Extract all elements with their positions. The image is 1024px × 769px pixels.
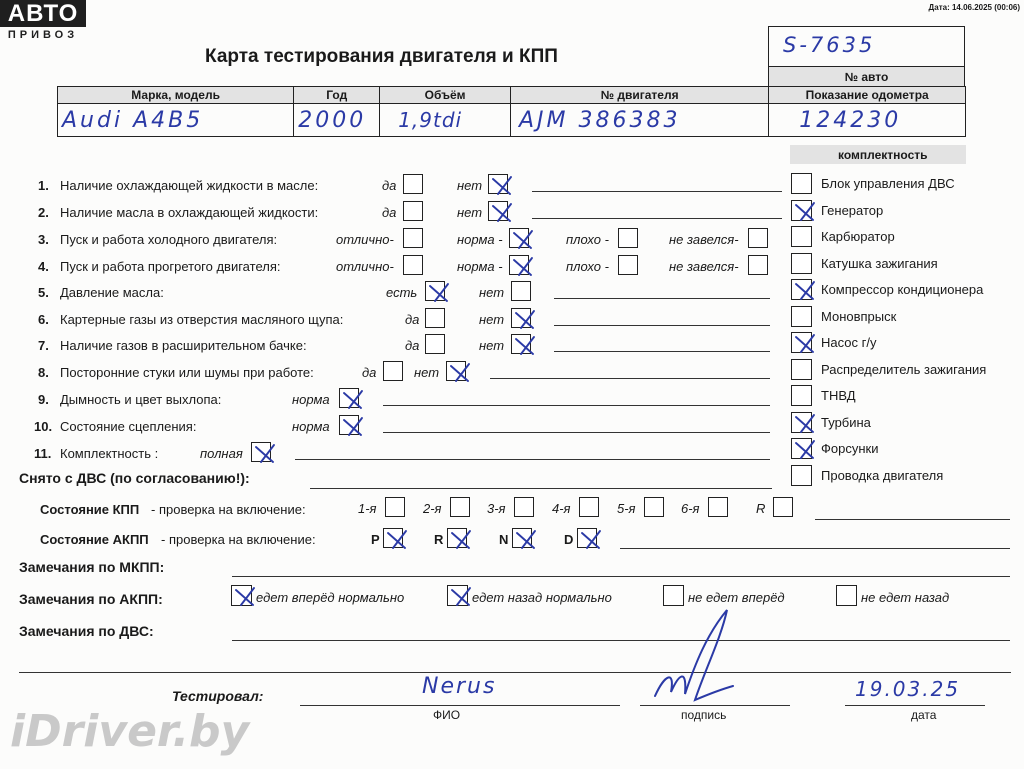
checkmark-icon	[385, 529, 411, 551]
option-label: да	[362, 365, 377, 380]
question-number: 9.	[38, 392, 49, 407]
checkmark-icon	[449, 529, 475, 551]
option-label: да	[382, 178, 397, 193]
completeness-title: комплектность	[838, 148, 928, 162]
signature-scribble	[635, 604, 745, 714]
header-cell: Показание одометра	[769, 87, 966, 104]
checkmark-icon	[490, 175, 516, 197]
gear-label: D	[564, 532, 574, 547]
checkmark-icon	[793, 413, 819, 435]
kpp-label-rest: - проверка на включение:	[151, 502, 306, 517]
value-cell: Audi A4B5	[58, 104, 294, 137]
akpp-remark-label: едет вперёд нормально	[256, 590, 405, 605]
gear-label: R	[434, 532, 444, 547]
completeness-checkbox[interactable]	[791, 412, 812, 433]
gear-label: 4-я	[552, 501, 571, 516]
option-label: нет	[457, 205, 483, 220]
checkmark-icon	[793, 439, 819, 461]
option-checkbox[interactable]	[403, 174, 423, 194]
question-number: 7.	[38, 338, 49, 353]
completeness-item-label: Распределитель зажигания	[821, 361, 987, 377]
question-number: 2.	[38, 205, 49, 220]
test-date-value: 19.03.25	[855, 677, 961, 701]
completeness-item-label: Проводка двигателя	[821, 467, 944, 483]
completeness-checkbox[interactable]	[791, 385, 812, 406]
akpp-gear-checkbox[interactable]	[577, 528, 597, 548]
akpp-remark-checkbox[interactable]	[231, 585, 252, 606]
header-cell: Год	[294, 87, 380, 104]
question-text: Дымность и цвет выхлопа:	[60, 392, 222, 407]
option-checkbox[interactable]	[425, 334, 445, 354]
gear-label: N	[499, 532, 509, 547]
option-label: не завелся-	[669, 232, 739, 247]
gear-label: R	[756, 501, 766, 516]
fill-line	[620, 548, 1010, 549]
question-number: 3.	[38, 232, 49, 247]
checkmark-icon	[427, 282, 453, 304]
header-cell: № двигателя	[510, 87, 768, 104]
question-text: Пуск и работа прогретого двигателя:	[60, 259, 281, 274]
checkmark-icon	[448, 362, 474, 384]
completeness-checkbox[interactable]	[791, 438, 812, 459]
fill-line	[19, 672, 1011, 673]
question-text: Посторонние стуки или шумы при работе:	[60, 365, 314, 380]
completeness-checkbox[interactable]	[791, 253, 812, 274]
gear-label: 6-я	[681, 501, 700, 516]
completeness-checkbox[interactable]	[791, 359, 812, 380]
completeness-item-label: Карбюратор	[821, 229, 895, 244]
option-checkbox[interactable]	[403, 228, 423, 248]
completeness-item-label: Моновпрыск	[821, 308, 897, 324]
option-label: да	[405, 338, 420, 353]
header-cell: Объём	[380, 87, 511, 104]
checkmark-icon	[513, 335, 539, 357]
option-label: норма -	[457, 259, 503, 274]
question-text: Наличие масла в охлаждающей жидкости:	[60, 205, 319, 220]
option-label: норма -	[457, 232, 503, 247]
checkmark-icon	[490, 202, 516, 224]
option-checkbox[interactable]	[511, 308, 531, 328]
vehicle-info-header-row	[58, 87, 966, 104]
option-checkbox[interactable]	[748, 228, 768, 248]
option-checkbox[interactable]	[511, 334, 531, 354]
option-label: норма	[292, 392, 330, 407]
vehicle-info-value-row	[58, 104, 966, 137]
value-cell: 2000	[294, 104, 380, 137]
fill-line	[232, 640, 1010, 641]
question-number: 1.	[38, 178, 49, 193]
auto-number-label: № авто	[844, 70, 889, 84]
kpp-gear-checkbox[interactable]	[579, 497, 599, 517]
akpp-remark-label: не едет назад	[861, 590, 950, 605]
question-text: Наличие газов в расширительном бачке:	[60, 338, 307, 353]
gear-label: 2-я	[423, 501, 442, 516]
option-label: нет	[479, 285, 505, 300]
completeness-checkbox[interactable]	[791, 306, 812, 327]
page-title: Карта тестирования двигателя и КПП	[205, 46, 558, 67]
completeness-item-label: Генератор	[821, 202, 884, 218]
tested-by-label: Тестировал:	[172, 688, 264, 704]
checkmark-icon	[793, 333, 819, 355]
option-checkbox[interactable]	[403, 255, 423, 275]
option-label: отлично-	[336, 232, 394, 247]
akpp-label-bold: Состояние АКПП	[40, 532, 149, 547]
checkmark-icon	[341, 416, 367, 438]
akpp-remarks-label: Замечания по АКПП:	[19, 591, 163, 607]
akpp-remark-checkbox[interactable]	[663, 585, 684, 606]
fill-line	[845, 705, 985, 706]
vehicle-info-table	[57, 86, 966, 137]
checkmark-icon	[341, 389, 367, 411]
option-label: не завелся-	[669, 259, 739, 274]
fill-line	[815, 519, 1010, 520]
option-checkbox[interactable]	[618, 228, 638, 248]
gear-label: 3-я	[487, 501, 506, 516]
kpp-gear-checkbox[interactable]	[708, 497, 728, 517]
question-text: Пуск и работа холодного двигателя:	[60, 232, 278, 247]
option-checkbox[interactable]	[339, 415, 359, 435]
auto-number-value: S-7635	[783, 33, 876, 57]
option-checkbox[interactable]	[383, 361, 403, 381]
kpp-gear-checkbox[interactable]	[644, 497, 664, 517]
akpp-label-rest: - проверка на включение:	[161, 532, 316, 547]
option-label: нет	[414, 365, 440, 380]
fill-line	[295, 459, 770, 460]
completeness-checkbox[interactable]	[791, 226, 812, 247]
option-checkbox[interactable]	[446, 361, 466, 381]
option-checkbox[interactable]	[618, 255, 638, 275]
gear-label: 1-я	[358, 501, 377, 516]
signature-caption: подпись	[681, 708, 727, 722]
option-checkbox[interactable]	[488, 174, 508, 194]
fill-line	[532, 218, 782, 219]
akpp-gear-checkbox[interactable]	[383, 528, 403, 548]
completeness-checkbox[interactable]	[791, 465, 812, 486]
value-cell: 1,9tdi	[380, 104, 511, 137]
auto-number-label-row	[769, 66, 964, 87]
option-label: нет	[457, 178, 483, 193]
completeness-checkbox[interactable]	[791, 332, 812, 353]
question-number: 5.	[38, 285, 49, 300]
option-label: да	[405, 312, 420, 327]
kpp-gear-checkbox[interactable]	[450, 497, 470, 517]
completeness-checkbox[interactable]	[791, 200, 812, 221]
completeness-checkbox[interactable]	[791, 173, 812, 194]
question-text: Состояние сцепления:	[60, 419, 197, 434]
akpp-remark-checkbox[interactable]	[447, 585, 468, 606]
completeness-checkbox[interactable]	[791, 279, 812, 300]
removed-parts-label: Снято с ДВС (по согласованию!):	[19, 470, 250, 486]
checkmark-icon	[514, 529, 540, 551]
avtoprivoz-logo	[0, 0, 86, 42]
question-text: Комплектность :	[60, 446, 159, 461]
gear-label: P	[371, 532, 380, 547]
fill-line	[383, 405, 770, 406]
tester-name: Nerus	[422, 674, 497, 699]
option-checkbox[interactable]	[509, 255, 529, 275]
question-number: 10.	[34, 419, 53, 434]
completeness-item-label: Насос г/у	[821, 335, 877, 350]
fill-line	[532, 191, 782, 192]
question-number: 11.	[34, 446, 52, 461]
checkmark-icon	[513, 309, 539, 331]
checkmark-icon	[579, 529, 605, 551]
completeness-item-label: Форсунки	[821, 441, 879, 456]
akpp-gear-checkbox[interactable]	[512, 528, 532, 548]
question-number: 4.	[38, 259, 49, 274]
gear-label: 5-я	[617, 501, 636, 516]
checkmark-icon	[511, 256, 537, 278]
mkpp-remarks-label: Замечания по МКПП:	[19, 559, 165, 575]
option-label: норма	[292, 419, 330, 434]
question-text: Давление масла:	[60, 285, 164, 300]
checkmark-icon	[793, 201, 819, 223]
logo-subtext: ПРИВОЗ	[7, 29, 79, 41]
watermark: iDriver.by	[10, 706, 250, 757]
option-checkbox[interactable]	[488, 201, 508, 221]
akpp-gear-checkbox[interactable]	[447, 528, 467, 548]
fill-line	[554, 325, 770, 326]
option-checkbox[interactable]	[511, 281, 531, 301]
akpp-remark-label: едет назад нормально	[472, 590, 612, 605]
akpp-remark-checkbox[interactable]	[836, 585, 857, 606]
akpp-remark-label: не едет вперёд	[688, 590, 785, 605]
value-cell: AJM 386383	[510, 104, 768, 137]
question-number: 8.	[38, 365, 49, 380]
value-cell: 124230	[769, 104, 966, 137]
dvs-remarks-label: Замечания по ДВС:	[19, 623, 154, 639]
option-label: нет	[479, 312, 505, 327]
kpp-label-bold: Состояние КПП	[40, 502, 140, 517]
completeness-item-label: Компрессор кондиционера	[821, 282, 984, 297]
fill-line	[310, 488, 772, 489]
fill-line	[383, 432, 770, 433]
kpp-gear-checkbox[interactable]	[514, 497, 534, 517]
fill-line	[300, 705, 620, 706]
option-label: плохо -	[566, 259, 609, 274]
option-checkbox[interactable]	[509, 228, 529, 248]
question-text: Картерные газы из отверстия масляного щупа:	[60, 312, 344, 327]
checkmark-icon	[253, 443, 279, 465]
option-checkbox[interactable]	[425, 308, 445, 328]
kpp-gear-checkbox[interactable]	[773, 497, 793, 517]
question-number: 6.	[38, 312, 49, 327]
auto-number-box	[768, 26, 965, 87]
checkmark-icon	[793, 280, 819, 302]
option-checkbox[interactable]	[748, 255, 768, 275]
option-checkbox[interactable]	[425, 281, 445, 301]
fill-line	[232, 576, 1010, 577]
kpp-gear-checkbox[interactable]	[385, 497, 405, 517]
option-label: отлично-	[336, 259, 394, 274]
fio-caption: ФИО	[433, 708, 461, 722]
fill-line	[554, 298, 770, 299]
option-label: нет	[479, 338, 505, 353]
date-stamp: Дата: 14.06.2025 (00:06)	[928, 3, 1020, 12]
header-cell: Марка, модель	[58, 87, 294, 104]
completeness-item-label: Катушка зажигания	[821, 255, 938, 271]
option-label: есть	[386, 285, 418, 300]
completeness-item-label: Турбина	[821, 414, 871, 430]
fill-line	[554, 351, 770, 352]
option-label: плохо -	[566, 232, 609, 247]
date-caption: дата	[911, 708, 937, 722]
completeness-item-label: Блок управления ДВС	[821, 176, 955, 191]
option-label: да	[382, 205, 397, 220]
checkmark-icon	[511, 229, 537, 251]
question-text: Наличие охлаждающей жидкости в масле:	[60, 178, 319, 193]
fill-line	[490, 378, 770, 379]
option-label: полная	[200, 446, 243, 461]
logo-text: АВТО	[0, 0, 86, 27]
option-checkbox[interactable]	[251, 442, 271, 462]
option-checkbox[interactable]	[339, 388, 359, 408]
completeness-item-label: ТНВД	[821, 388, 856, 403]
option-checkbox[interactable]	[403, 201, 423, 221]
